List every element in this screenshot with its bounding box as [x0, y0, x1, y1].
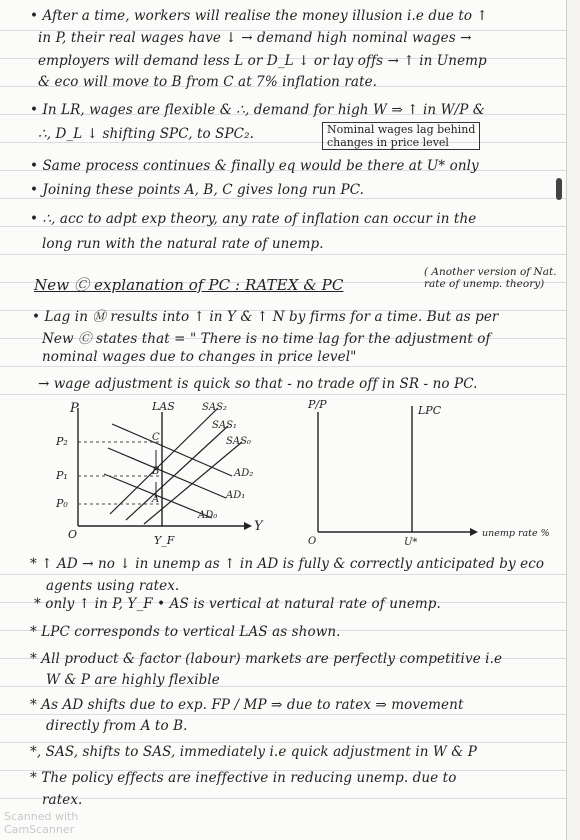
y-axis-label: P/P	[308, 398, 327, 411]
bullet-5-cont: directly from A to B.	[46, 718, 188, 734]
note-line-8: • Joining these points A, B, C gives long run PC.	[30, 182, 365, 198]
heading-side-note	[424, 266, 557, 290]
ad2-label: AD₂	[234, 468, 254, 479]
las-label: LAS	[152, 400, 175, 413]
margin-mark	[556, 178, 562, 200]
section-heading: New Ⓒ explanation of PC : RATEX & PC	[34, 276, 344, 294]
note-line-7: • Same process continues & finally eq would be there at U* only	[30, 158, 479, 174]
x-axis-arrow-icon	[244, 522, 252, 530]
heading-side-note-line-1: ( Another version of Nat.	[424, 266, 557, 278]
bullet-1-cont: agents using ratex.	[46, 578, 180, 594]
yf-label: Y_F	[154, 534, 175, 547]
note-line-2: in P, their real wages have ↓ → demand high nominal wages →	[38, 30, 472, 46]
ad0-label: AD₀	[198, 510, 218, 521]
p1-label: P₁	[56, 469, 68, 482]
bullet-3: * LPC corresponds to vertical LAS as shown.	[30, 624, 341, 640]
boxed-note	[322, 122, 480, 150]
boxed-note-line-2: changes in price level	[327, 136, 449, 149]
p0-label: P₀	[56, 497, 68, 510]
watermark-line-2: CamScanner	[4, 823, 75, 836]
ruled-line	[0, 742, 566, 743]
bullet-6: *, SAS, shifts to SAS, immediately i.e quick adjustment in W & P	[30, 744, 477, 760]
point-a-label: A	[152, 494, 160, 505]
note-line-14: → wage adjustment is quick so that - no trade off in SR - no PC.	[38, 376, 478, 392]
scanner-watermark	[4, 810, 78, 836]
ad1-label: AD₁	[226, 490, 246, 501]
note-line-1: • After a time, workers will realise the money illusion i.e due to ↑	[30, 8, 488, 24]
ruled-line	[0, 366, 566, 367]
watermark-line-1: Scanned with	[4, 810, 79, 823]
bullet-4-cont: W & P are highly flexible	[46, 672, 220, 688]
point-c-label: C	[152, 432, 160, 443]
bullet-7: * The policy effects are ineffective in reducing unemp. due to	[30, 770, 457, 786]
ad-as-graph	[48, 398, 278, 556]
ad1-curve	[108, 448, 226, 498]
bullet-4: * All product & factor (labour) markets are perfectly competitive i.e	[30, 651, 503, 667]
sas2-label: SAS₂	[202, 402, 227, 413]
ustar-label: U*	[404, 537, 418, 546]
note-line-13: nominal wages due to changes in price level"	[42, 349, 357, 365]
bullet-7-cont: ratex.	[42, 792, 83, 808]
ruled-line	[0, 574, 566, 575]
note-line-4: & eco will move to B from C at 7% inflation rate.	[38, 74, 378, 90]
origin-label: O	[308, 536, 317, 546]
x-axis-arrow-icon	[470, 528, 478, 536]
note-line-10: long run with the natural rate of unemp.	[42, 236, 324, 252]
ruled-line	[0, 254, 566, 255]
ruled-line	[0, 798, 566, 799]
note-line-3: employers will demand less L or D_L ↓ or lay offs → ↑ in Unemp	[38, 53, 487, 69]
origin-label: O	[68, 528, 78, 541]
p2-label: P₂	[56, 435, 68, 448]
sas1-curve	[126, 426, 228, 520]
sas1-label: SAS₁	[212, 420, 237, 431]
sas0-label: SAS₀	[226, 436, 251, 447]
boxed-note-line-1: Nominal wages lag behind	[327, 123, 476, 136]
bullet-5: * As AD shifts due to exp. FP / MP ⇒ due to ratex ⇒ movement	[30, 697, 464, 713]
note-line-12: New Ⓒ states that = " There is no time lag for the adjustment of	[42, 331, 491, 347]
lpc-label: LPC	[418, 404, 442, 417]
ruled-line	[0, 142, 566, 143]
ruled-line	[0, 198, 566, 199]
y-axis-label: P	[70, 401, 79, 416]
ruled-line	[0, 394, 566, 395]
note-line-6: ∴, D_L ↓ shifting SPC, to SPC₂.	[38, 126, 254, 142]
x-axis-label: unemp rate %	[482, 528, 550, 539]
point-b-label: B	[152, 466, 160, 477]
note-line-9: • ∴, acc to adpt exp theory, any rate of inflation can occur in the	[30, 211, 477, 227]
heading-side-note-line-2: rate of unemp. theory)	[424, 278, 545, 290]
lpc-graph	[300, 398, 560, 546]
x-axis-label: Y	[254, 519, 263, 534]
bullet-1: * ↑ AD → no ↓ in unemp as ↑ in AD is fully & correctly anticipated by eco	[30, 556, 545, 572]
bullet-2: * only ↑ in P, Y_F • AS is vertical at natural rate of unemp.	[34, 596, 441, 612]
ad2-curve	[112, 424, 232, 476]
sas0-curve	[144, 442, 242, 524]
note-line-5: • In LR, wages are flexible & ∴, demand for high W ⇒ ↑ in W/P &	[30, 102, 485, 118]
ruled-line	[0, 714, 566, 715]
note-line-11: • Lag in Ⓜ results into ↑ in Y & ↑ N by firms for a time. But as per	[32, 309, 499, 325]
